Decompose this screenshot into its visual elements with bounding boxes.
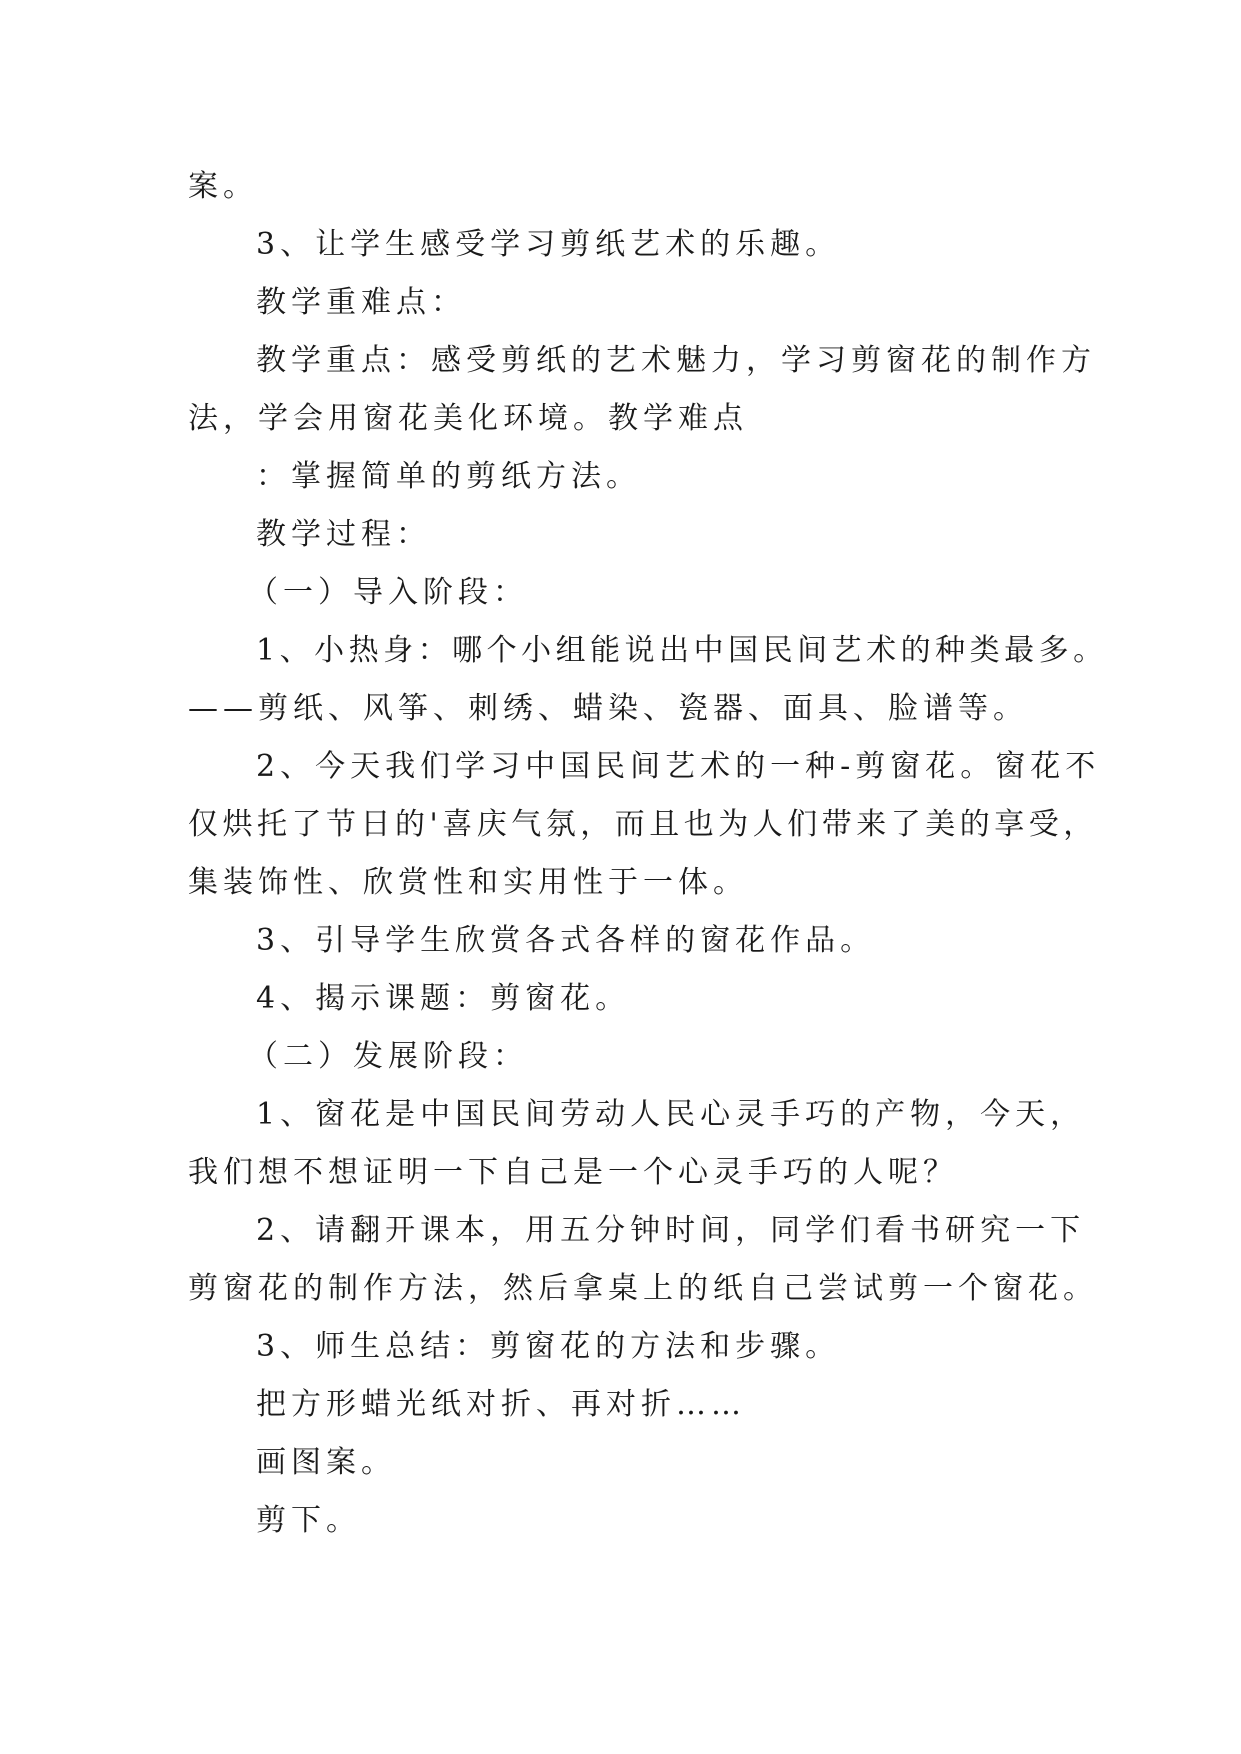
text-line-6: ：掌握简单的剪纸方法。 [256,459,641,494]
text-line-24: 剪下。 [256,1503,361,1538]
section-heading-2: （二）发展阶段： [248,1039,528,1074]
text-line-11: 2、今天我们学习中国民间艺术的一种-剪窗花。窗花不 [256,749,1101,784]
text-line-23: 画图案。 [256,1445,396,1480]
text-line-3: 教学重难点： [256,285,466,320]
text-line-22: 把方形蜡光纸对折、再对折…… [256,1387,746,1422]
text-line-10: ——剪纸、风筝、刺绣、蜡染、瓷器、面具、脸谱等。 [188,691,1028,726]
text-line-20: 剪窗花的制作方法，然后拿桌上的纸自己尝试剪一个窗花。 [188,1271,1098,1306]
text-line-7: 教学过程： [256,517,431,552]
text-line-5: 法，学会用窗花美化环境。教学难点 [188,401,748,436]
text-line-18: 我们想不想证明一下自己是一个心灵手巧的人呢？ [188,1155,958,1190]
text-line-17: 1、窗花是中国民间劳动人民心灵手巧的产物，今天， [256,1097,1086,1132]
text-line-21: 3、师生总结：剪窗花的方法和步骤。 [256,1329,841,1364]
text-line-15: 4、揭示课题：剪窗花。 [256,981,631,1016]
text-line-2: 3、让学生感受学习剪纸艺术的乐趣。 [256,227,841,262]
text-line-4: 教学重点：感受剪纸的艺术魅力，学习剪窗花的制作方 [256,343,1096,378]
text-line-9: 1、小热身：哪个小组能说出中国民间艺术的种类最多。 [256,633,1108,668]
text-line-19: 2、请翻开课本，用五分钟时间，同学们看书研究一下 [256,1213,1086,1248]
text-line-14: 3、引导学生欣赏各式各样的窗花作品。 [256,923,876,958]
text-line-1: 案。 [188,169,258,204]
text-line-12: 仅烘托了节日的'喜庆气氛，而且也为人们带来了美的享受， [188,807,1098,842]
text-line-13: 集装饰性、欣赏性和实用性于一体。 [188,865,748,900]
section-heading-1: （一）导入阶段： [248,575,528,610]
